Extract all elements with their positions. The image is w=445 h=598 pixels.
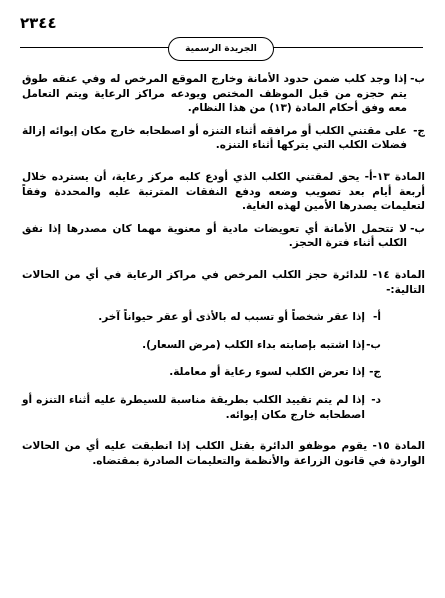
list-text: إذا لم يتم تقييد الكلب بطريقة مناسبة للسيطرة عليه أثناء التنزه أو اصطحابه خارج مكان إيوائه. xyxy=(22,393,365,421)
list-label: ج- xyxy=(369,366,381,379)
clause-text: لا تتحمل الأمانة أي تعويضات مادية أو معنوية مهما كان مصدرها إذا نفق الكلب أثناء فترة الحجز. xyxy=(22,222,407,250)
article-13 xyxy=(22,170,425,214)
article-14-item-a xyxy=(22,310,425,325)
clause-label: ب- xyxy=(410,73,425,85)
article-14-item-c xyxy=(22,365,425,380)
list-label: د- xyxy=(371,393,381,406)
article-14-item-d xyxy=(22,393,425,422)
clause-label: ج- xyxy=(413,124,425,137)
clause-b xyxy=(22,72,425,116)
article-text: المادة ١٤- للدائرة حجز الكلب المرخص في مراكز الرعاية في أي من الحالات التالية:- xyxy=(22,268,425,296)
document-body xyxy=(22,72,425,468)
list-label: ب- xyxy=(366,338,381,351)
list-text: إذا اشتبه بإصابته بداء الكلب (مرض السعار). xyxy=(142,338,365,351)
article-text: المادة ١٣-أ- يحق لمقتني الكلب الذي أودع كلبه مركز رعاية، أن يسترده خلال أربعة أيام بعد تصويب وضعه ودفع النفقات المترتبة عليه والمحددة وفقاً لتعليمات يصدرها الأمين لهذه الغاية. xyxy=(22,170,425,213)
article-text: المادة ١٥- يقوم موظفو الدائرة بقتل الكلب إذا انطبقت عليه أي من الحالات الواردة في قانون الزراعة والأنظمة والتعليمات الصادرة بمقتضاه. xyxy=(22,440,425,467)
article-14 xyxy=(22,268,425,297)
page-number: ٢٣٤٤ xyxy=(20,14,57,32)
list-text: إذا تعرض الكلب لسوء رعاية أو معاملة. xyxy=(169,366,365,379)
article-13-clause-b xyxy=(22,222,425,251)
clause-label: ب- xyxy=(410,222,425,235)
journal-title-badge: الجريدة الرسمية xyxy=(168,37,274,61)
clause-text: على مقتني الكلب أو مرافقه أثناء التنزه أو اصطحابه خارج مكان إيوائه إزالة فضلات الكلب التي يتركها أثناء التنزه. xyxy=(22,124,407,152)
clause-c xyxy=(22,124,425,153)
list-text: إذا عقر شخصاً أو تسبب له بالأذى أو عقر حيواناً آخر. xyxy=(98,311,365,324)
article-15 xyxy=(22,439,425,468)
list-label: أ- xyxy=(373,311,381,324)
article-14-item-b xyxy=(22,338,425,353)
clause-text: إذا وجد كلب ضمن حدود الأمانة وخارج الموقع المرخص له وفي عنقه طوق يتم حجزه من قبل الموظف المختص ويودعه مراكز الرعاية ويتم التعامل معه وفق أحكام المادة (١٣) من هذا النظام. xyxy=(22,73,407,115)
